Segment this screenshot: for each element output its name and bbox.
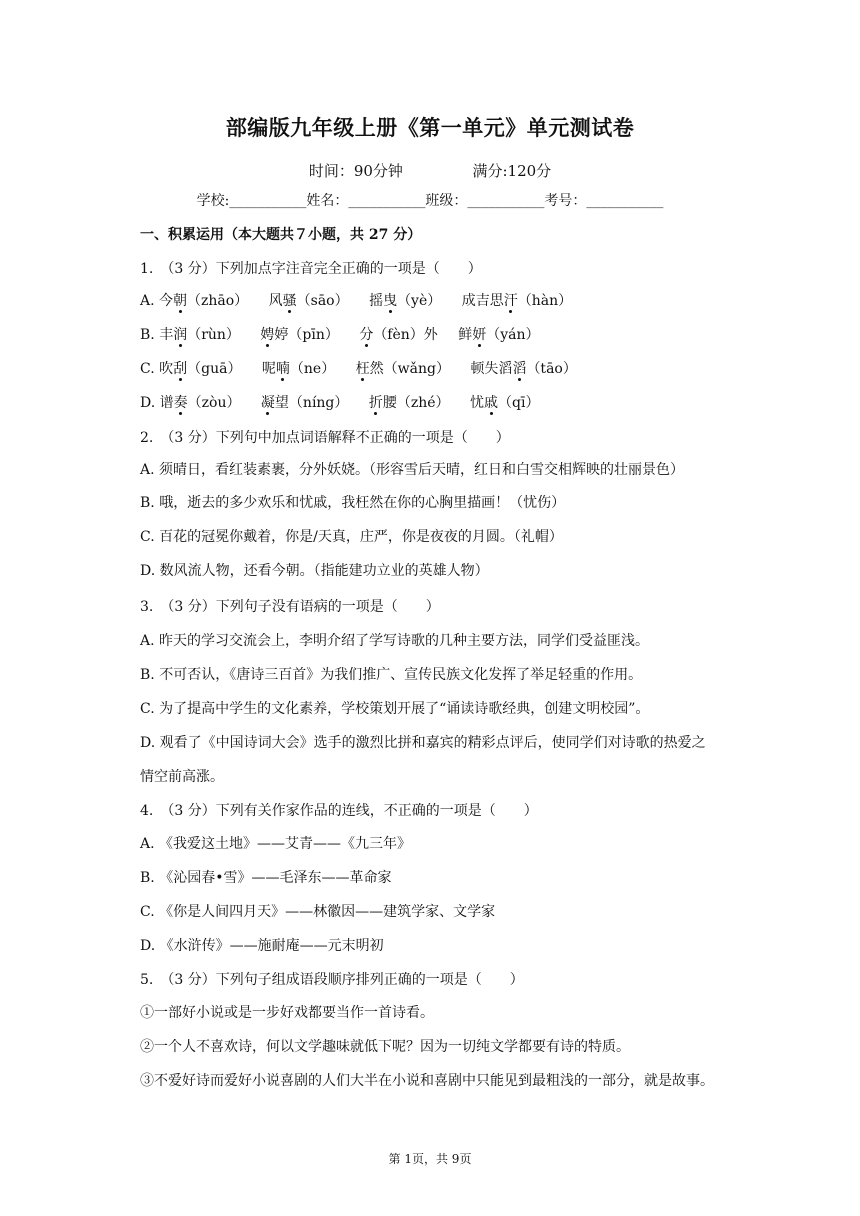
exam-meta xyxy=(0,160,860,181)
question-3-option-b: B. 不可否认，《唐诗三百首》为我们推广、宣传民族文化发挥了举足轻重的作用。 xyxy=(140,667,643,683)
question-2-option-c: C. 百花的冠冕你戴着，你是/天真，庄严，你是夜夜的月圆。（礼帽） xyxy=(140,529,563,545)
question-1-option-d: D. 谱奏（zòu） 凝望（níng） 折腰（zhé） 忧戚（qī） xyxy=(140,395,540,411)
question-4-option-a: A. 《我爱这土地》——艾青——《九三年》 xyxy=(140,836,412,852)
question-5-sentence-2: ②一个人不喜欢诗，何以文学趣味就低下呢？因为一切纯文学都要有诗的特质。 xyxy=(140,1039,630,1055)
question-1-option-c: C. 吹刮（guā） 呢喃（ne） 枉然（wǎng） 顿失滔滔（tāo） xyxy=(140,361,577,377)
question-5-sentence-3: ③不爱好诗而爱好小说喜剧的人们大半在小说和喜剧中只能见到最粗浅的一部分，就是故事。 xyxy=(140,1073,714,1089)
question-5-sentence-1: ①一部好小说或是一步好戏都要当作一首诗看。 xyxy=(140,1005,434,1021)
page-title: 部编版九年级上册《第一单元》单元测试卷 xyxy=(225,115,635,140)
question-2-stem: 2. （3 分）下列句中加点词语解释不正确的一项是（ ） xyxy=(140,430,510,446)
question-4-stem: 4. （3 分）下列有关作家作品的连线，不正确的一项是（ ） xyxy=(140,803,538,819)
question-3-option-d-cont: 情空前高涨。 xyxy=(140,769,224,785)
student-info-line: 学校:___________姓名：___________班级：___________考号：___________ xyxy=(196,193,664,209)
question-3-option-a: A. 昨天的学习交流会上，李明介绍了学写诗歌的几种主要方法，同学们受益匪浅。 xyxy=(140,633,650,649)
question-3-option-c: C. 为了提高中学生的文化素养，学校策划开展了“诵读诗歌经典，创建文明校园”。 xyxy=(140,701,650,717)
question-2-option-b: B. 哦，逝去的多少欢乐和忧戚，我枉然在你的心胸里描画！（忧伤） xyxy=(140,495,566,511)
page-footer: 第 1页，共 9页 xyxy=(388,1152,472,1166)
question-1-option-a: A. 今朝（zhāo） 风骚（sāo） 摇曳（yè） 成吉思汗（hàn） xyxy=(140,293,573,309)
question-4-option-b: B. 《沁园春•雪》——毛泽东——革命家 xyxy=(140,870,392,886)
question-1-stem: 1. （3 分）下列加点字注音完全正确的一项是（ ） xyxy=(140,261,482,277)
score-label: 满分:120分 xyxy=(472,162,552,180)
question-4-option-d: D. 《水浒传》——施耐庵——元末明初 xyxy=(140,938,384,954)
question-5-stem: 5. （3 分）下列句子组成语段顺序排列正确的一项是（ ） xyxy=(140,972,524,988)
question-4-option-c: C. 《你是人间四月天》——林徽因——建筑学家、文学家 xyxy=(140,904,496,920)
question-2-option-d: D. 数风流人物，还看今朝。（指能建功立业的英雄人物） xyxy=(140,563,489,579)
question-1-option-b: B. 丰润（rùn） 娉婷（pīn） 分（fèn）外 鲜妍（yán） xyxy=(140,327,540,343)
section-heading: 一、积累运用（本大题共７小题，共 27 分） xyxy=(140,227,422,243)
question-3-stem: 3. （3 分）下列句子没有语病的一项是（ ） xyxy=(140,599,440,615)
question-2-option-a: A. 须晴日，看红装素裹，分外妖娆。（形容雪后天晴，红日和白雪交相辉映的壮丽景色） xyxy=(140,462,685,478)
time-label: 时间：90分钟 xyxy=(308,162,403,180)
question-3-option-d: D. 观看了《中国诗词大会》选手的激烈比拼和嘉宾的精彩点评后，使同学们对诗歌的热爱之 xyxy=(140,735,706,751)
